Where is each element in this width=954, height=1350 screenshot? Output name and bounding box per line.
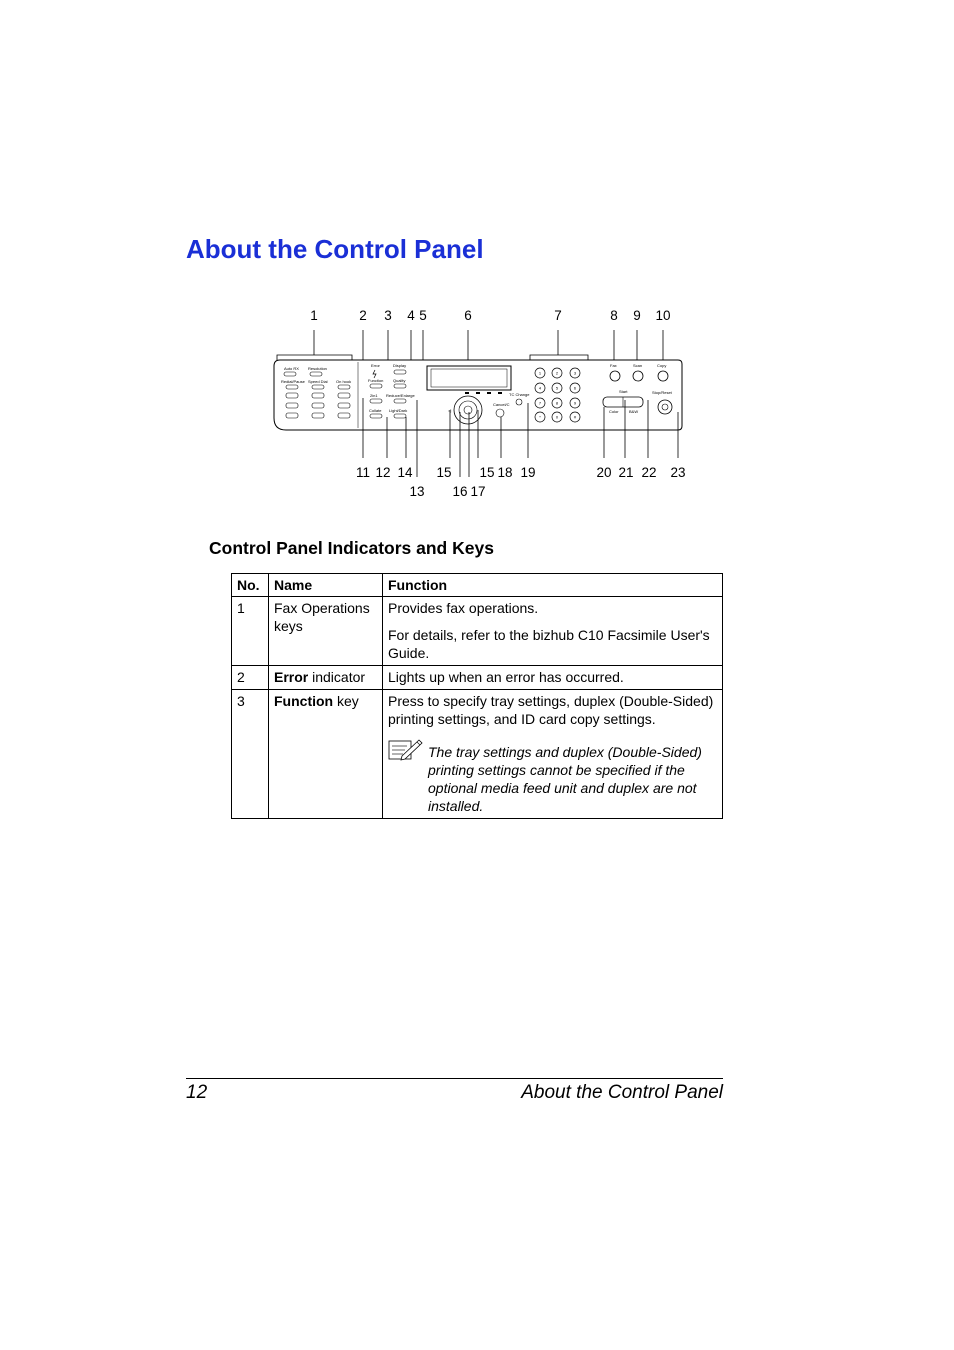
row-no: 2: [232, 666, 269, 690]
auto-rx-label: Auto RX: [284, 366, 299, 371]
color-label: Color: [609, 409, 619, 414]
row-name: [269, 666, 383, 690]
section-title: Control Panel Indicators and Keys: [209, 538, 494, 558]
function-text: Provides fax operations.: [388, 600, 539, 616]
keypad-label: #: [573, 414, 577, 420]
control-panel-illustration: [260, 300, 700, 505]
function-text: Lights up when an error has occurred.: [388, 669, 624, 685]
callout-4: 4: [407, 308, 415, 323]
footer-page-number: 12: [186, 1082, 208, 1103]
tc-change-label: TC Change: [509, 392, 530, 397]
footer-running-title: About the Control Panel: [521, 1082, 723, 1103]
callout-19: 19: [520, 465, 536, 480]
header-function: Function: [383, 574, 723, 597]
callout-23: 23: [670, 465, 686, 480]
quality-label: Quality: [393, 378, 406, 383]
note-text: The tray settings and duplex (Double-Sided) printing settings cannot be specified if the optional media feed unit and duplex are not installed.: [428, 744, 702, 814]
keypad-label: 4: [538, 385, 542, 391]
page-title: About the Control Panel: [186, 234, 484, 264]
display-label: Display: [393, 363, 407, 368]
name-bold: Error: [274, 669, 309, 685]
function-text: For details, refer to the bizhub C10 Facsimile User's Guide.: [388, 627, 710, 661]
header-no: No.: [232, 574, 269, 597]
keypad-label: 6: [573, 385, 577, 391]
row-function: [383, 597, 723, 666]
callout-2: 2: [359, 308, 367, 323]
keypad-label: 9: [573, 400, 577, 406]
row-name: [269, 690, 383, 819]
callout-14: 14: [397, 465, 413, 480]
callout-22: 22: [641, 465, 657, 480]
table-row: [232, 597, 723, 666]
row-function: [383, 690, 723, 819]
table-header-row: [232, 574, 723, 597]
note-pencil-icon: [388, 738, 428, 815]
bw-label: B&W: [629, 409, 639, 414]
callout-13: 13: [409, 484, 425, 499]
callout-11: 11: [355, 465, 371, 480]
callout-15a: 15: [436, 465, 452, 480]
header-name: Name: [269, 574, 383, 597]
keypad-label: 7: [538, 400, 542, 406]
callout-7: 7: [554, 308, 562, 323]
callout-6: 6: [464, 308, 472, 323]
scan-label: Scan: [633, 363, 643, 368]
keypad-label: 2: [555, 370, 559, 376]
cancel-label: Cancel/C: [493, 402, 510, 407]
callout-1: 1: [310, 308, 318, 323]
redial-pause-label: Redial/Pause: [281, 379, 305, 384]
footer-rule: [186, 1078, 723, 1079]
row-no: 3: [232, 690, 269, 819]
callout-18: 18: [497, 465, 513, 480]
on-hook-label: On hook: [336, 379, 352, 384]
name-bold: Function: [274, 693, 334, 709]
callout-16: 16: [452, 484, 468, 499]
keypad-label: 5: [555, 385, 559, 391]
table-row: [232, 666, 723, 690]
name-rest: key: [333, 693, 359, 709]
row-no: 1: [232, 597, 269, 666]
light-dark-label: Light/Dark: [389, 408, 408, 413]
callout-3: 3: [384, 308, 392, 323]
reduce-enlarge-label: Reduce/Enlarge: [386, 393, 415, 398]
keypad-label: 3: [573, 370, 577, 376]
two-in-one-label: 2in1: [370, 393, 378, 398]
name-rest: indicator: [308, 669, 366, 685]
callout-5: 5: [419, 308, 427, 323]
fax-label: Fax: [610, 363, 617, 368]
callout-10: 10: [655, 308, 671, 323]
callout-20: 20: [596, 465, 612, 480]
keypad-label: *: [539, 414, 541, 420]
row-function: [383, 666, 723, 690]
keypad-label: 0: [555, 414, 559, 420]
callout-9: 9: [633, 308, 641, 323]
function-label: Function: [368, 378, 384, 383]
callout-17: 17: [470, 484, 486, 499]
collate-label: Collate: [369, 408, 382, 413]
note: [388, 738, 717, 815]
callout-8: 8: [610, 308, 618, 323]
row-name: Fax Operations keys: [269, 597, 383, 666]
indicators-keys-table: [231, 573, 723, 819]
copy-label: Copy: [657, 363, 667, 368]
stop-reset-label: Stop/Reset: [652, 390, 672, 395]
speed-dial-label: Speed Dial: [308, 379, 328, 384]
control-panel-diagram: [260, 300, 700, 505]
error-label: Error: [371, 363, 380, 368]
keypad-label: 8: [555, 400, 559, 406]
keypad-label: 1: [538, 370, 542, 376]
callout-15b: 15: [479, 465, 495, 480]
start-label: Start: [619, 389, 628, 394]
callout-21: 21: [618, 465, 634, 480]
resolution-label: Resolution: [308, 366, 327, 371]
callout-12: 12: [375, 465, 391, 480]
back-icon[interactable]: ◁: [448, 408, 452, 413]
table-row: [232, 690, 723, 819]
function-text: Press to specify tray settings, duplex (Double-Sided) printing settings, and ID card copy settings.: [388, 693, 714, 727]
